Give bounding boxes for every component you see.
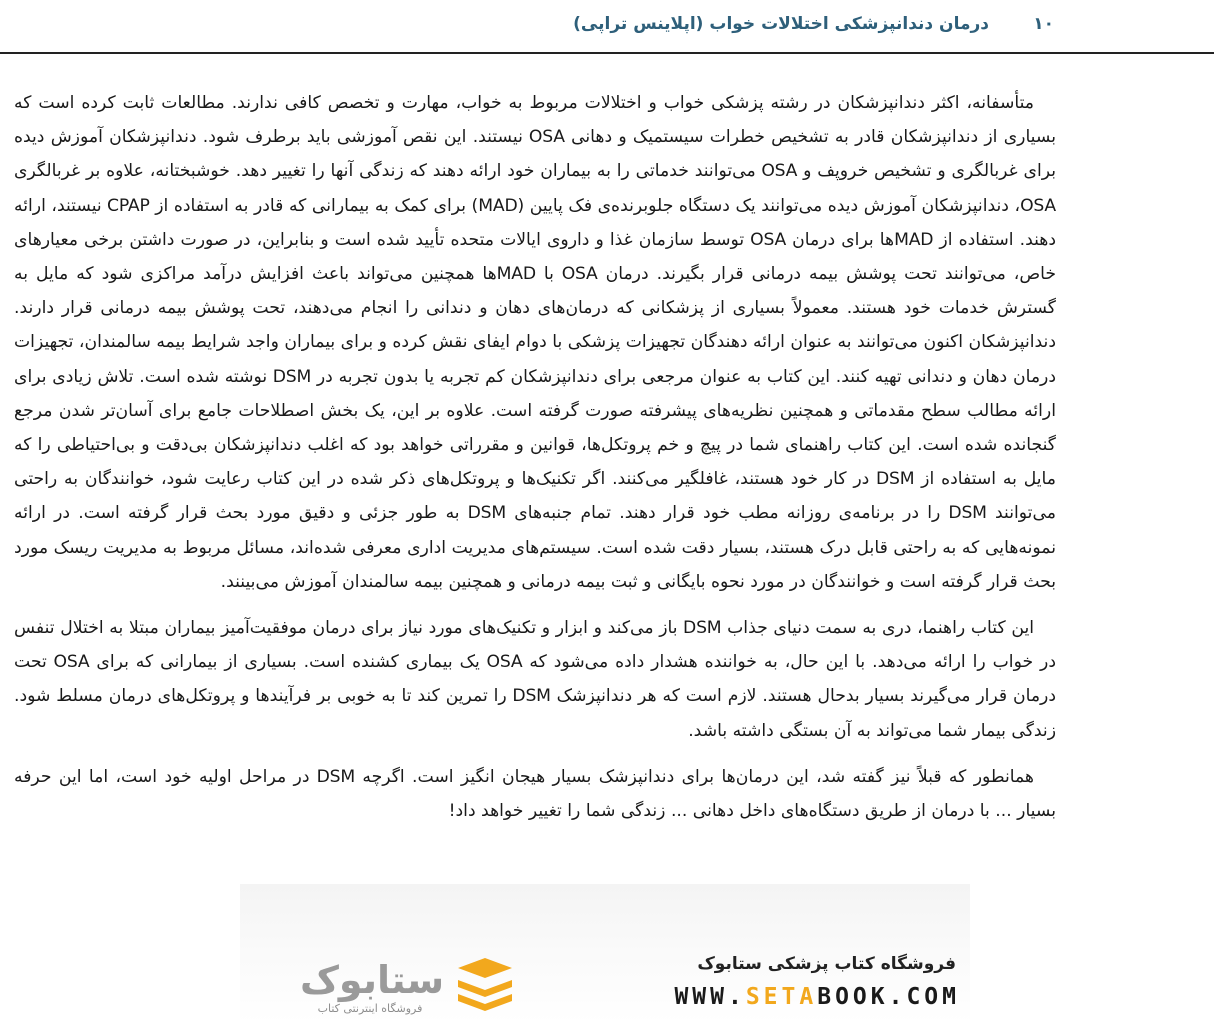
store-logo bbox=[270, 954, 530, 1018]
running-title: درمان دندانپزشکی اختلالات خواب (اپلاینس تراپی) bbox=[573, 14, 989, 34]
page-header bbox=[0, 0, 1214, 54]
url-suffix: BOOK.COM bbox=[817, 984, 960, 1010]
store-url bbox=[674, 984, 960, 1010]
paragraph-1: متأسفانه، اکثر دندانپزشکان در رشته پزشکی خواب و اختلالات مربوط به خواب، مهارت و تخصص کافی ندارند. مطالعات ثابت کرده است که بسیاری از دندانپزشکان قادر به تشخیص خطرات سیستمیک و دهانی OSA نیستند. این نقص آموزشی باید برطرف شود. دندانپزشکان آموزش دیده برای غربالگری و تشخیص خروپف و OSA می‌توانند خدماتی را به بیماران خود ارائه دهند که زندگی آنها را تغییر دهد. خوشبختانه، علاوه بر غربالگری OSA، دندانپزشکان آموزش دیده می‌توانند یک دستگاه جلوبرنده‌ی فک پایین (MAD) برای کمک به بیمارانی که قادر به استفاده از CPAP نیستند، ارائه دهند. استفاده از MADها برای درمان OSA توسط سازمان غذا و داروی ایالات متحده تأیید شده است و بنابراین، در صورت داشتن برخی معیارهای خاص، می‌توانند تحت پوشش بیمه درمانی قرار بگیرند. درمان OSA با MADها همچنین می‌تواند باعث افزایش درآمد مراکزی شود که مایل به گسترش خدمات خود هستند. معمولاً بسیاری از پزشکانی که درمان‌های دهان و دندانی را انجام می‌دهند، تحت پوشش بیمه درمانی قرار دارند. دندانپزشکان اکنون می‌توانند به عنوان ارائه دهندگان تجهیزات پزشکی با دوام ایفای نقش کرده و برای بیماران واجد شرایط بیمه سالمندان، تجهیزات درمان دهان و دندانی تهیه کنند. این کتاب به عنوان مرجعی برای دندانپزشکان کم تجربه یا بدون تجربه در DSM نوشته شده است. تلاش زیادی برای ارائه مطالب سطح مقدماتی و همچنین نظریه‌های پیشرفته صورت گرفته است. علاوه بر این، یک بخش اصطلاحات جامع برای آسان‌تر شدن مرجع گنجانده شده است. این کتاب راهنمای شما در پیچ و خم پروتکل‌ها، قوانین و مقرراتی خواهد بود که اغلب دندانپزشکان بی‌دقت و بی‌احتیاطی را که مایل به استفاده از DSM در کار خود هستند، غافلگیر می‌کنند. اگر تکنیک‌ها و پروتکل‌های ذکر شده در این کتاب رعایت شود، خوانندگان به راحتی می‌توانند DSM را در برنامه‌ی روزانه مطب خود قرار دهند. تمام جنبه‌های DSM به طور جزئی و دقیق مورد بحث قرار گرفته است. در ارائه نمونه‌هایی که به راحتی قابل درک هستند، بسیار دقت شده است. سیستم‌های مدیریت اداری معرفی شده‌اند، مسائل مربوط به مدیریت ریسک مورد بحث قرار گرفته است و خوانندگان در مورد نحوه بایگانی و ثبت بیمه درمانی و همچنین بیمه سالمندان آموزش می‌بینند. bbox=[14, 93, 1056, 592]
url-prefix: WWW. bbox=[674, 984, 746, 1010]
paragraph-2: این کتاب راهنما، دری به سمت دنیای جذاب DSM باز می‌کند و ابزار و تکنیک‌های مورد نیاز برای درمان موفقیت‌آمیز بیماران مبتلا به اختلال تنفس در خواب را ارائه می‌دهد. با این حال، به خواننده هشدار داده می‌شود که OSA یک بیماری کشنده است. بسیاری از بیمارانی که برای OSA تحت درمان قرار می‌گیرند بسیار بدحال هستند. لازم است که هر دندانپزشک DSM را تمرین کند تا به خوبی بر فرآیندها و پروتکل‌های درمان مسلط شود. زندگی بیمار شما می‌تواند به آن بستگی داشته باشد. bbox=[14, 618, 1057, 741]
book-stack-icon bbox=[450, 954, 520, 1018]
logo-name: ستابوک bbox=[300, 958, 445, 1002]
page-number: ۱۰ bbox=[1033, 14, 1054, 34]
url-accent: SETA bbox=[745, 984, 818, 1010]
logo-subtitle: فروشگاه اینترنتی کتاب bbox=[317, 1002, 423, 1015]
body-text bbox=[14, 86, 1056, 840]
store-watermark bbox=[240, 884, 970, 1023]
paragraph-3: همانطور که قبلاً نیز گفته شد، این درمان‌ها برای دندانپزشک بسیار هیجان انگیز است. اگرچه DSM در مراحل اولیه خود است، اما این حرفه بسیار ... با درمان از طریق دستگاه‌های داخل دهانی ... زندگی شما را تغییر خواهد داد! bbox=[14, 766, 1056, 822]
store-name: فروشگاه کتاب پزشکی ستابوک bbox=[697, 954, 956, 974]
